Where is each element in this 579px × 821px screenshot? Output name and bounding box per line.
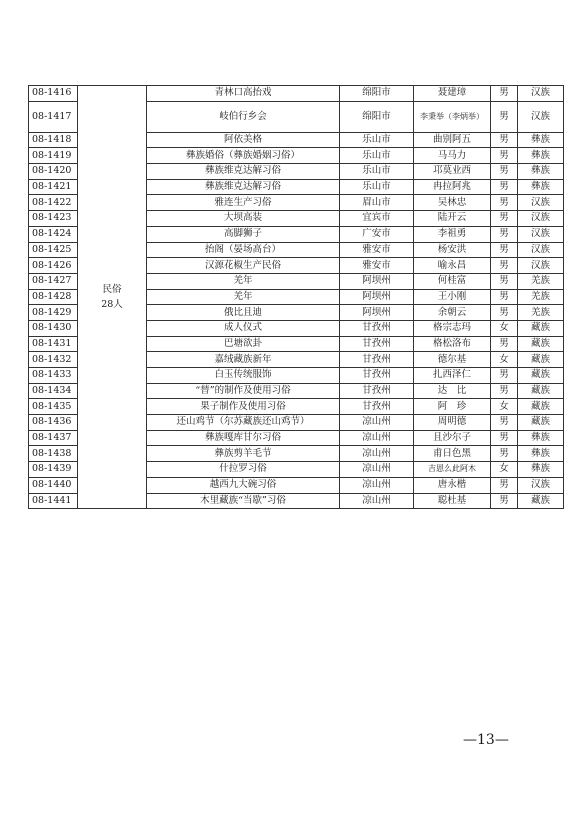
gender: 男 (491, 242, 518, 258)
region: 广安市 (340, 226, 414, 242)
ethnicity: 汉族 (518, 101, 564, 132)
project-name: 成人仪式 (147, 320, 340, 336)
project-name: 羌年 (147, 289, 340, 305)
project-name: 羌年 (147, 273, 340, 289)
region: 凉山州 (340, 477, 414, 493)
inheritor-name: 且沙尔子 (414, 430, 491, 446)
project-name: 彝族剪羊毛节 (147, 446, 340, 462)
ethnicity: 藏族 (518, 368, 564, 384)
item-code: 08-1430 (29, 320, 78, 336)
ethnicity: 汉族 (518, 477, 564, 493)
item-code: 08-1432 (29, 352, 78, 368)
project-name: 果子制作及使用习俗 (147, 399, 340, 415)
ethnicity: 藏族 (518, 415, 564, 431)
item-code: 08-1427 (29, 273, 78, 289)
table-row (29, 86, 564, 102)
inheritor-name: 格宗志玛 (414, 320, 491, 336)
region: 凉山州 (340, 446, 414, 462)
gender: 男 (491, 148, 518, 164)
page-number: —13— (463, 732, 509, 748)
inheritor-name: 德尔基 (414, 352, 491, 368)
project-name: 木里藏族“当歇”习俗 (147, 493, 340, 509)
inheritor-name: 达 比 (414, 383, 491, 399)
project-name: 彝族维克达解习俗 (147, 164, 340, 180)
project-name: 嘉绒藏族新年 (147, 352, 340, 368)
item-code: 08-1421 (29, 179, 78, 195)
category-cell (78, 86, 147, 509)
inheritor-name: 喻永昌 (414, 258, 491, 274)
region: 眉山市 (340, 195, 414, 211)
gender: 男 (491, 164, 518, 180)
item-code: 08-1437 (29, 430, 78, 446)
item-code: 08-1436 (29, 415, 78, 431)
region: 甘孜州 (340, 320, 414, 336)
ethnicity: 汉族 (518, 86, 564, 102)
ethnicity: 彝族 (518, 148, 564, 164)
item-code: 08-1438 (29, 446, 78, 462)
category-label: 民俗 (102, 284, 122, 296)
project-name: 越西九大碗习俗 (147, 477, 340, 493)
project-name: 俄比且迪 (147, 305, 340, 321)
inheritor-name: 阿 珍 (414, 399, 491, 415)
region: 凉山州 (340, 415, 414, 431)
ethnicity: 彝族 (518, 164, 564, 180)
region: 雅安市 (340, 258, 414, 274)
ethnicity: 藏族 (518, 320, 564, 336)
inheritor-name: 曲别阿五 (414, 132, 491, 148)
item-code: 08-1419 (29, 148, 78, 164)
ethnicity: 藏族 (518, 336, 564, 352)
item-code: 08-1417 (29, 101, 78, 132)
item-code: 08-1426 (29, 258, 78, 274)
project-name: 彝族维克达解习俗 (147, 179, 340, 195)
gender: 女 (491, 399, 518, 415)
inheritor-name: 陆开云 (414, 211, 491, 227)
ethnicity: 羌族 (518, 289, 564, 305)
gender: 女 (491, 320, 518, 336)
ethnicity: 汉族 (518, 242, 564, 258)
inheritor-name: 杨安洪 (414, 242, 491, 258)
region: 甘孜州 (340, 352, 414, 368)
ethnicity: 汉族 (518, 258, 564, 274)
item-code: 08-1429 (29, 305, 78, 321)
inheritor-name: 扎西泽仁 (414, 368, 491, 384)
ethnicity: 藏族 (518, 399, 564, 415)
inheritor-name: 甫日色黑 (414, 446, 491, 462)
project-name: “替”的制作及使用习俗 (147, 383, 340, 399)
region: 乐山市 (340, 179, 414, 195)
inheritor-name: 邛莫业西 (414, 164, 491, 180)
ethnicity: 彝族 (518, 446, 564, 462)
ethnicity: 彝族 (518, 462, 564, 478)
category-count: 28人 (101, 299, 123, 311)
region: 甘孜州 (340, 368, 414, 384)
gender: 男 (491, 383, 518, 399)
gender: 男 (491, 305, 518, 321)
item-code: 08-1422 (29, 195, 78, 211)
gender: 男 (491, 86, 518, 102)
gender: 男 (491, 446, 518, 462)
inheritor-name: 聂建璋 (414, 86, 491, 102)
item-code: 08-1418 (29, 132, 78, 148)
region: 宜宾市 (340, 211, 414, 227)
project-name: 大坝高装 (147, 211, 340, 227)
region: 绵阳市 (340, 101, 414, 132)
item-code: 08-1434 (29, 383, 78, 399)
ethnicity: 彝族 (518, 132, 564, 148)
item-code: 08-1441 (29, 493, 78, 509)
item-code: 08-1431 (29, 336, 78, 352)
gender: 男 (491, 211, 518, 227)
inheritor-name: 余朝云 (414, 305, 491, 321)
inheritor-name: 格松洛布 (414, 336, 491, 352)
gender: 男 (491, 195, 518, 211)
region: 阿坝州 (340, 289, 414, 305)
region: 凉山州 (340, 462, 414, 478)
inheritor-name: 冉拉阿兆 (414, 179, 491, 195)
item-code: 08-1428 (29, 289, 78, 305)
item-code: 08-1416 (29, 86, 78, 102)
region: 甘孜州 (340, 383, 414, 399)
gender: 男 (491, 430, 518, 446)
region: 阿坝州 (340, 305, 414, 321)
item-code: 08-1439 (29, 462, 78, 478)
gender: 男 (491, 336, 518, 352)
region: 雅安市 (340, 242, 414, 258)
gender: 男 (491, 289, 518, 305)
inheritor-name: 聪杜基 (414, 493, 491, 509)
ethnicity: 藏族 (518, 383, 564, 399)
gender: 女 (491, 352, 518, 368)
project-name: 彝族婚俗（彝族婚姻习俗） (147, 148, 340, 164)
project-name: 什拉罗习俗 (147, 462, 340, 478)
gender: 男 (491, 493, 518, 509)
inheritor-name: 吉恩么此阿木 (414, 462, 491, 478)
project-name: 汉源花椒生产民俗 (147, 258, 340, 274)
ethnicity: 彝族 (518, 179, 564, 195)
region: 甘孜州 (340, 336, 414, 352)
project-name: 白玉传统服饰 (147, 368, 340, 384)
gender: 男 (491, 101, 518, 132)
inheritor-name: 马马力 (414, 148, 491, 164)
gender: 男 (491, 415, 518, 431)
project-name: 抬阁（晏场高台） (147, 242, 340, 258)
gender: 男 (491, 226, 518, 242)
ethnicity: 汉族 (518, 226, 564, 242)
ethnicity: 藏族 (518, 352, 564, 368)
item-code: 08-1425 (29, 242, 78, 258)
region: 绵阳市 (340, 86, 414, 102)
ethnicity: 彝族 (518, 430, 564, 446)
region: 阿坝州 (340, 273, 414, 289)
project-name: 高脚狮子 (147, 226, 340, 242)
project-name: 岐伯行乡会 (147, 101, 340, 132)
project-name: 还山鸡节（尔苏藏族还山鸡节） (147, 415, 340, 431)
heritage-inheritors-table (28, 85, 564, 509)
gender: 女 (491, 462, 518, 478)
gender: 男 (491, 258, 518, 274)
ethnicity: 羌族 (518, 305, 564, 321)
ethnicity: 汉族 (518, 211, 564, 227)
project-name: 雅连生产习俗 (147, 195, 340, 211)
ethnicity: 羌族 (518, 273, 564, 289)
gender: 男 (491, 477, 518, 493)
item-code: 08-1440 (29, 477, 78, 493)
project-name: 阿依美格 (147, 132, 340, 148)
inheritor-name: 唐永楷 (414, 477, 491, 493)
ethnicity: 汉族 (518, 195, 564, 211)
inheritor-name: 李秉举（李炳举） (414, 101, 491, 132)
ethnicity: 藏族 (518, 493, 564, 509)
inheritor-name: 王小刚 (414, 289, 491, 305)
region: 凉山州 (340, 430, 414, 446)
inheritor-name: 周明德 (414, 415, 491, 431)
project-name: 巴塘欲卦 (147, 336, 340, 352)
project-name: 彝族嘎库甘尔习俗 (147, 430, 340, 446)
item-code: 08-1420 (29, 164, 78, 180)
project-name: 青林口高抬戏 (147, 86, 340, 102)
region: 乐山市 (340, 164, 414, 180)
item-code: 08-1424 (29, 226, 78, 242)
inheritor-name: 何桂富 (414, 273, 491, 289)
gender: 男 (491, 179, 518, 195)
item-code: 08-1423 (29, 211, 78, 227)
gender: 男 (491, 368, 518, 384)
item-code: 08-1433 (29, 368, 78, 384)
region: 乐山市 (340, 132, 414, 148)
region: 凉山州 (340, 493, 414, 509)
inheritor-name: 李祖勇 (414, 226, 491, 242)
region: 甘孜州 (340, 399, 414, 415)
region: 乐山市 (340, 148, 414, 164)
gender: 男 (491, 273, 518, 289)
gender: 男 (491, 132, 518, 148)
inheritor-name: 吴林忠 (414, 195, 491, 211)
item-code: 08-1435 (29, 399, 78, 415)
